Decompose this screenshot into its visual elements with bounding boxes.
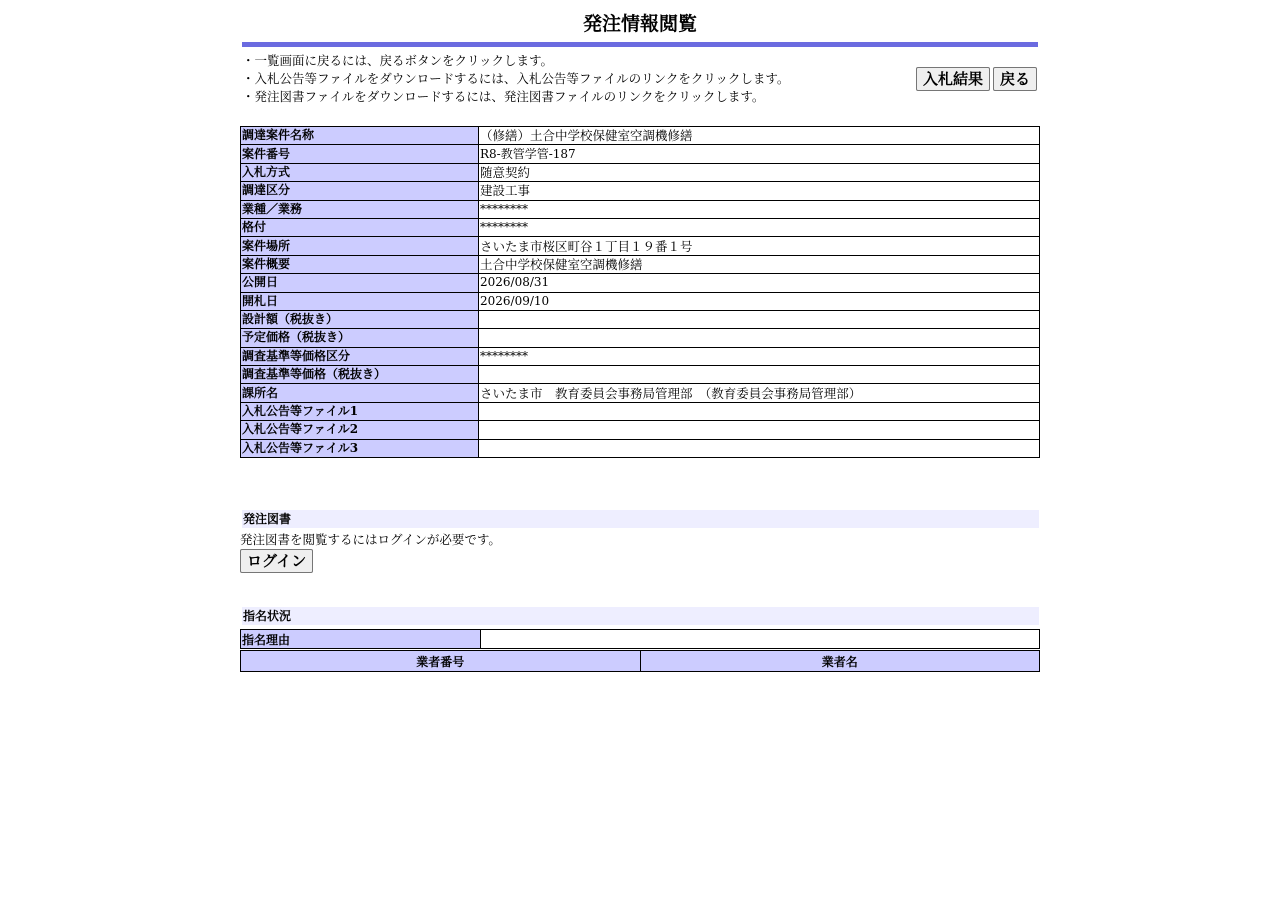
row-value <box>479 329 1040 347</box>
drawing-section-heading: 発注図書 <box>242 510 1039 528</box>
table-row <box>241 421 1040 439</box>
row-value: さいたま市 教育委員会事務局管理部 （教育委員会事務局管理部） <box>479 384 1040 402</box>
designation-reason-label: 指名理由 <box>241 630 481 649</box>
notice-file-2-link[interactable] <box>479 421 1040 439</box>
row-value: ******** <box>479 200 1040 218</box>
table-row <box>241 274 1040 292</box>
table-row <box>241 347 1040 365</box>
row-label: 入札公告等ファイル3 <box>241 439 479 457</box>
order-info-table <box>240 126 1040 458</box>
login-required-message: 発注図書を閲覧するにはログインが必要です。 <box>240 532 501 547</box>
row-value <box>479 310 1040 328</box>
page-title: 発注情報閲覧 <box>582 13 697 35</box>
row-label: 案件番号 <box>241 145 479 163</box>
row-label: 入札公告等ファイル2 <box>241 421 479 439</box>
notice-file-3-link[interactable] <box>479 439 1040 457</box>
row-label: 案件場所 <box>241 237 479 255</box>
row-label: 調達区分 <box>241 182 479 200</box>
designation-reason-value <box>481 630 1040 649</box>
row-value: （修繕）土合中学校保健室空調機修繕 <box>479 127 1040 145</box>
table-row <box>241 292 1040 310</box>
designation-reason-table <box>240 629 1040 649</box>
table-row <box>241 329 1040 347</box>
table-row <box>241 237 1040 255</box>
row-label: 予定価格（税抜き） <box>241 329 479 347</box>
row-label: 調達案件名称 <box>241 127 479 145</box>
row-label: 調査基準等価格（税抜き） <box>241 366 479 384</box>
table-row <box>241 163 1040 181</box>
row-value: ******** <box>479 218 1040 236</box>
contractor-table <box>240 650 1040 672</box>
table-row <box>241 218 1040 236</box>
table-row <box>241 384 1040 402</box>
bid-result-button[interactable]: 入札結果 <box>916 67 990 91</box>
instruction-notice-download: ・入札公告等ファイルをダウンロードするには、入札公告等ファイルのリンクをクリックします。 <box>242 71 790 86</box>
row-value: ******** <box>479 347 1040 365</box>
table-row <box>241 366 1040 384</box>
table-header-row <box>241 651 1040 672</box>
table-row <box>241 200 1040 218</box>
row-label: 調査基準等価格区分 <box>241 347 479 365</box>
notice-file-1-link[interactable] <box>479 402 1040 420</box>
table-row <box>241 630 1040 649</box>
row-value: R8-教管学管-187 <box>479 145 1040 163</box>
row-label: 公開日 <box>241 274 479 292</box>
table-row <box>241 127 1040 145</box>
row-value: 建設工事 <box>479 182 1040 200</box>
contractor-name-header: 業者名 <box>640 651 1040 672</box>
row-label: 案件概要 <box>241 255 479 273</box>
row-label: 課所名 <box>241 384 479 402</box>
table-row <box>241 182 1040 200</box>
designation-section-heading: 指名状況 <box>242 607 1039 625</box>
row-value: 土合中学校保健室空調機修繕 <box>479 255 1040 273</box>
row-value: 2026/08/31 <box>479 274 1040 292</box>
row-value: 随意契約 <box>479 163 1040 181</box>
table-row <box>241 255 1040 273</box>
contractor-number-header: 業者番号 <box>241 651 641 672</box>
instruction-drawing-download: ・発注図書ファイルをダウンロードするには、発注図書ファイルのリンクをクリックします。 <box>242 89 765 104</box>
top-button-group <box>916 67 1037 91</box>
instruction-list <box>242 52 789 106</box>
table-row <box>241 145 1040 163</box>
instruction-back: ・一覧画面に戻るには、戻るボタンをクリックします。 <box>242 53 554 68</box>
title-divider <box>242 42 1038 47</box>
row-value: さいたま市桜区町谷１丁目１９番１号 <box>479 237 1040 255</box>
row-label: 入札方式 <box>241 163 479 181</box>
back-button[interactable]: 戻る <box>993 67 1037 91</box>
table-row <box>241 402 1040 420</box>
row-label: 業種／業務 <box>241 200 479 218</box>
row-label: 入札公告等ファイル1 <box>241 402 479 420</box>
table-row <box>241 310 1040 328</box>
row-value: 2026/09/10 <box>479 292 1040 310</box>
row-value <box>479 366 1040 384</box>
login-button[interactable]: ログイン <box>240 549 313 573</box>
table-row <box>241 439 1040 457</box>
row-label: 開札日 <box>241 292 479 310</box>
row-label: 設計額（税抜き） <box>241 310 479 328</box>
row-label: 格付 <box>241 218 479 236</box>
